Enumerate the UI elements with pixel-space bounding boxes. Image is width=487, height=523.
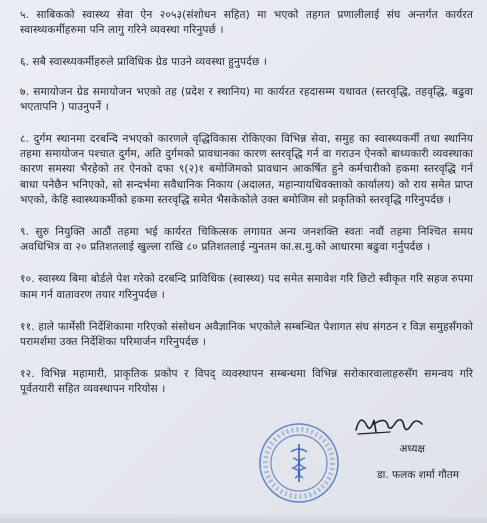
paragraph-8: ८. दुर्गम स्थानमा दरबन्दि नभएको कारणले वृद्धिविकास रोकिएका विभिन्न सेवा, समुह का स्वास्थ्यकर्मी तथा स्थानिय तहमा समायोजन पश्चात दुर्गम, अति दुर्गमको प्रावधानका कारण स्तरवृद्धि गर्न वा गराउन ऐनको बाध्यकारी व्यवस्थाका कारण समस्या भैरहेको तर ऐनको दफा ९(२)१ बमोजिमको प्रावधान आकर्षित हुने कर्मचारीको हकमा स्तरवृद्धि गर्न बाधा पनेछैन भनिएको, सो सन्दर्भमा सवैधानिक निकाय (अदालत, महान्यायधिवक्ताको कार्यालय) को राय समेत प्राप्त भएको, केहि स्वास्थ्यकर्मीको हकमा स्तरवृद्धि समेत भैसकेकोले उक्त बमोजिम सो प्रकृतिको स्तरवृद्धि गरिनुपर्दछ । xyxy=(20,133,473,206)
paragraph-7: ७. समायोजन ग्रेड समायोजन भएको तह (प्रदेश र स्थानिय) मा कार्यरत रहदासम्म यथावत (स्तरवृद्धि, तहवृद्धि, बढुवा भएतापनि ) पाउनुपर्ने । xyxy=(20,85,473,113)
paragraph-9: ९. सुरु नियुक्ति आठौं तहमा भई कार्यरत चिकित्सक लगायत अन्य जनशक्ति स्वतः नवौं तहमा निश्चित समय अवधिभित्र वा २० प्रतिशतलाई खुल्ला राखि ८० प्रतिशतलाई न्युनतम का.स.मु.को आधारमा बढुवा गर्नुपर्दछ । xyxy=(20,226,473,254)
paragraph-5: ५. साबिकको स्वास्थ्य सेवा ऐन २०५३(संशोधन सहित) मा भएको तहगत प्रणालीलाई संघ अन्तर्गत कार्यरत स्वास्थ्यकर्मीहरुमा पनि लागु गरिने व्यवस्था गरिनुपर्छ । xyxy=(20,9,473,37)
paragraph-12: १२. विभिन्न महामारी, प्राकृतिक प्रकोप र विपद् व्यवस्थापन सम्बन्धमा विभिन्न सरोकारवालाहरुसँग समन्वय गरि पूर्वतयारी सहित व्यवस्थापन गरियोस । xyxy=(20,368,473,396)
paragraph-6: ६. सबै स्वास्थ्यकर्मीहरुले प्राविधिक ग्रेड पाउने व्यवस्था हुनुपर्दछ । xyxy=(20,56,267,69)
paragraph-11: ११. हाले फार्मेसी निर्देशिकामा गरिएको संसोधन अवैज्ञानिक भएकोले सम्बन्धित पेशागत संघ संगठन र विज्ञ समुहसँगको परामर्शमा उक्त निर्देशिका परिमार्जन गरिनुपर्दछ । xyxy=(20,320,473,349)
signatory-name: डा. फलक शर्मा गौतम xyxy=(377,469,459,481)
signature-scribble xyxy=(350,410,430,440)
paragraph-10: १०. स्वास्थ्य बिमा बोर्डले पेश गरेको दरबन्दि प्राविधिक (स्वास्थ्य) पद समेत समावेश गरि छिटो स्वीकृत गरि सहज रुपमा काम गर्न वातावरण तयार गरिनुपर्दछ । xyxy=(20,273,473,301)
signature-block xyxy=(315,410,465,482)
page-bottom-edge xyxy=(0,513,487,523)
signatory-title: अध्यक्ष xyxy=(399,443,425,455)
